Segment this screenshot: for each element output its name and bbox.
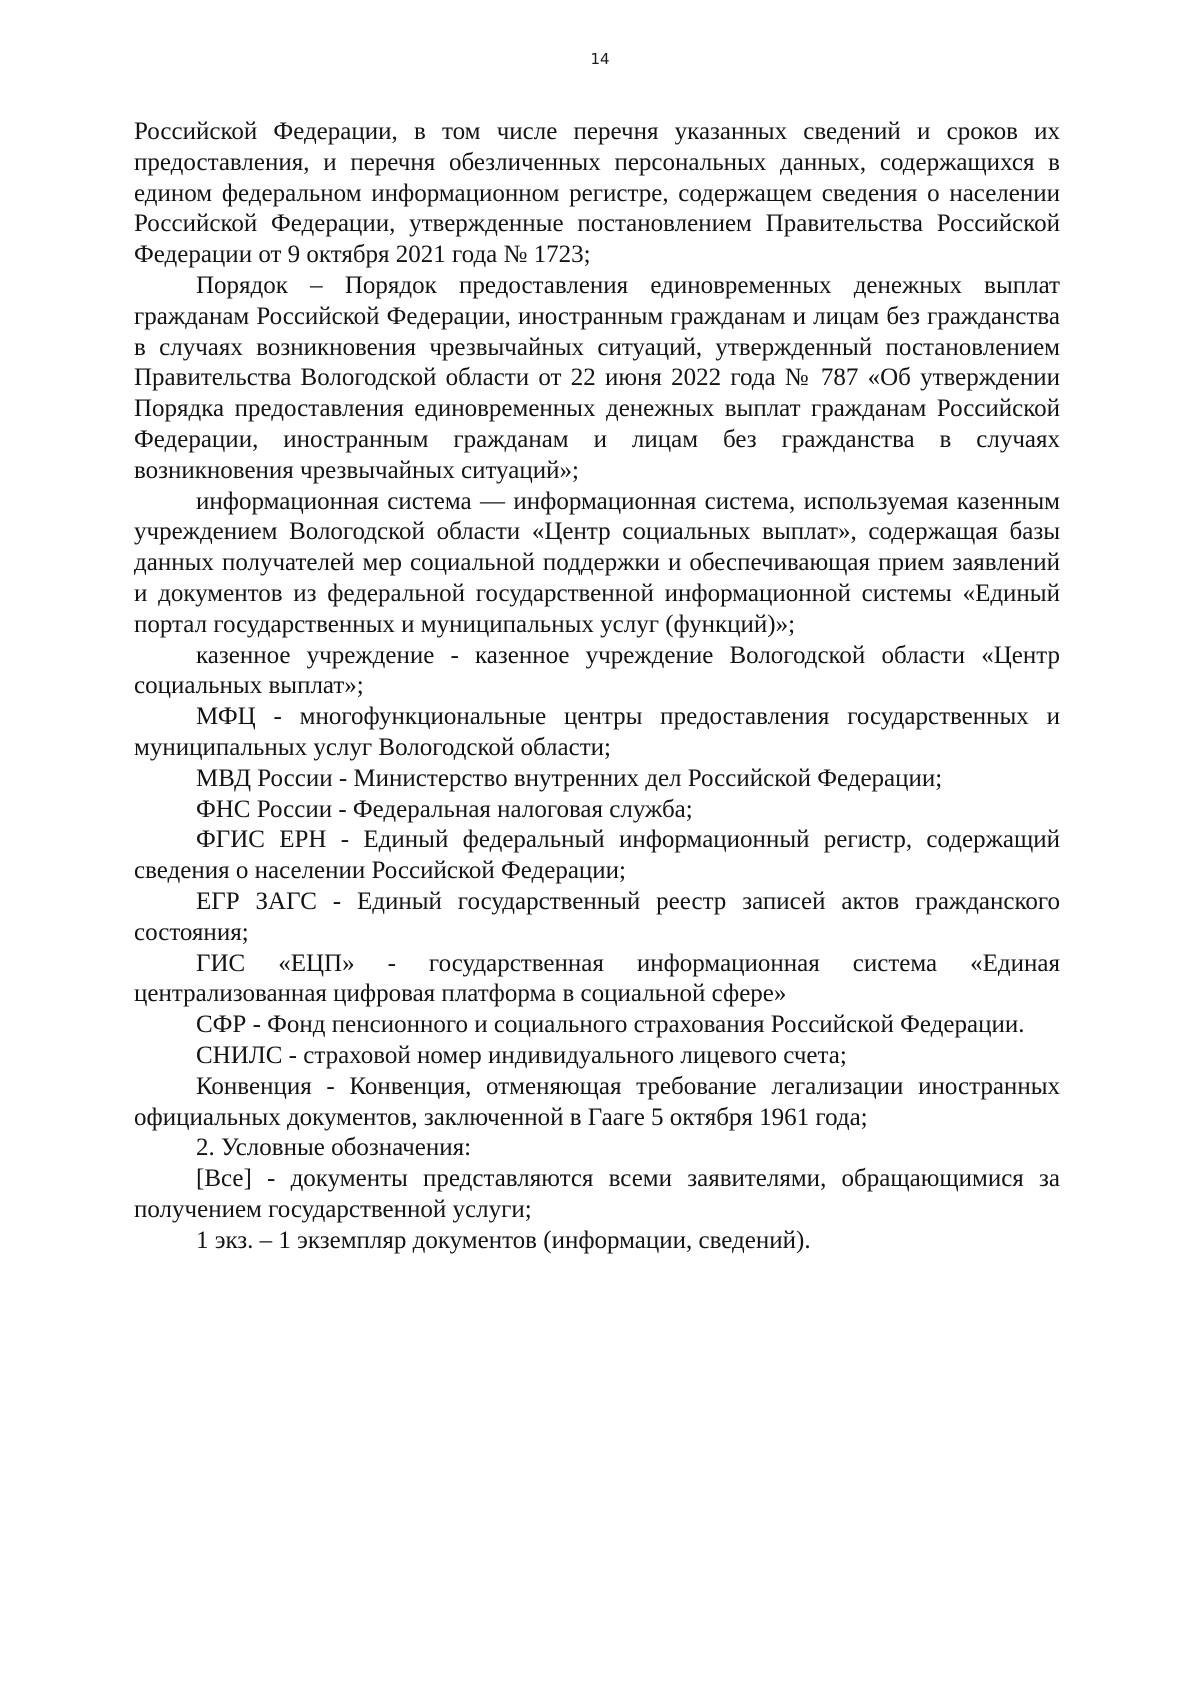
paragraph-egr-zags: ЕГР ЗАГС - Единый государственный реестр записей актов гражданского состояния; [134, 887, 1060, 946]
paragraph-fgis-ern: ФГИС ЕРН - Единый федеральный информационный регистр, содержащий сведения о населении Российской Федерации; [134, 826, 1060, 885]
document-body [134, 117, 1060, 1256]
paragraph-gis-ecp: ГИС «ЕЦП» - государственная информационная система «Единая централизованная цифровая платформа в социальной сфере» [134, 949, 1060, 1008]
paragraph-treasury-institution: казенное учреждение - казенное учреждение Вологодской области «Центр социальных выплат»; [134, 641, 1060, 700]
paragraph-symbols-heading: 2. Условные обозначения: [196, 1134, 472, 1162]
paragraph-all-applicants: [Все] - документы представляются всеми заявителями, обращающимися за получением государственной услуги; [134, 1165, 1060, 1223]
paragraph-convention: Конвенция - Конвенция, отменяющая требование легализации иностранных официальных документов, заключенной в Гааге 5 октября 1961 года; [134, 1072, 1060, 1131]
paragraph-one-copy: 1 экз. – 1 экземпляр документов (информации, сведений). [196, 1226, 811, 1254]
paragraph-sfr: СФР - Фонд пенсионного и социального страхования Российской Федерации. [196, 1011, 1025, 1039]
paragraph-information-system: информационная система — информационная система, используемая казенным учреждением Вологодской области «Центр социальных выплат», содержащая базы данных получателей мер социальной поддержки и обеспечивающая прием заявлений и документов из федеральной государственной информационной системы «Единый портал государственных и муниципальных услуг (функций)»; [134, 487, 1060, 638]
page-number: 14 [590, 50, 610, 68]
paragraph-mvd: МВД России - Министерство внутренних дел Российской Федерации; [196, 764, 943, 792]
paragraph-fns: ФНС России - Федеральная налоговая служба; [196, 795, 693, 823]
paragraph-mfc: МФЦ - многофункциональные центры предоставления государственных и муниципальных услуг Вологодской области; [134, 703, 1060, 761]
paragraph-poryadok: Порядок – Порядок предоставления единовременных денежных выплат гражданам Российской Федерации, иностранным гражданам и лицам без гражданства в случаях возникновения чрезвычайных ситуаций, утвержденный постановлением Правительства Вологодской области от 22 июня 2022 года № 787 «Об утверждении Порядка предоставления единовременных денежных выплат гражданам Российской Федерации, иностранным гражданам и лицам без гражданства в случаях возникновения чрезвычайных ситуаций»; [134, 271, 1060, 484]
paragraph-continuation: Российской Федерации, в том числе перечня указанных сведений и сроков их предоставления, и перечня обезличенных персональных данных, содержащихся в едином федеральном информационном регистре, содержащем сведения о населении Российской Федерации, утвержденные постановлением Правительства Российской Федерации от 9 октября 2021 года № 1723; [134, 118, 1060, 269]
paragraph-snils: СНИЛС - страховой номер индивидуального лицевого счета; [196, 1041, 847, 1069]
